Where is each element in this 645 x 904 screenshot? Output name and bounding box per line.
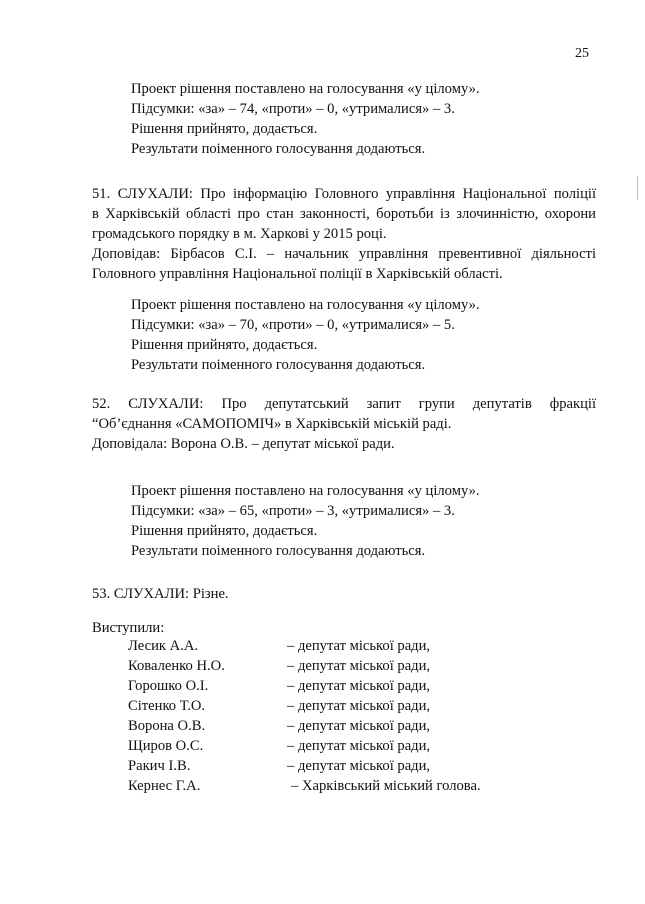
speaker-name: Лесик А.А. xyxy=(128,638,199,654)
item-51-line2: в Харківській області про стан законності, боротьби із злочинністю, охорони xyxy=(92,206,596,222)
speaker-name: Щиров О.С. xyxy=(128,738,204,754)
speaker-name: Горошко О.І. xyxy=(128,678,209,694)
item-52-reporter: Доповідала: Ворона О.В. – депутат міської ради. xyxy=(92,436,395,452)
item-52-line2: “Об’єднання «САМОПОМІЧ» в Харківській міській раді. xyxy=(92,416,452,432)
speaker-name: Сітенко Т.О. xyxy=(128,698,206,714)
speaker-name: Ворона О.В. xyxy=(128,718,206,734)
vote-intro-1: Проект рішення поставлено на голосування «у цілому». xyxy=(131,81,480,97)
page-number: 25 xyxy=(575,46,589,61)
roll-call-51: Результати поіменного голосування додаються. xyxy=(131,357,426,373)
speaker-role: – депутат міської ради, xyxy=(287,658,431,674)
speaker-name: Ракич І.В. xyxy=(128,758,191,774)
speaker-name: Кернес Г.А. xyxy=(128,778,201,794)
vote-results-1: Підсумки: «за» – 74, «проти» – 0, «утрималися» – 3. xyxy=(131,101,455,117)
item-52-heading: 52. СЛУХАЛИ: Про депутатський запит групи депутатів фракції xyxy=(92,396,596,412)
decision-52: Рішення прийнято, додається. xyxy=(131,523,318,539)
vote-intro-51: Проект рішення поставлено на голосування «у цілому». xyxy=(131,297,480,313)
speaker-role: – депутат міської ради, xyxy=(287,678,431,694)
item-53-heading: 53. СЛУХАЛИ: Різне. xyxy=(92,586,229,602)
speaker-name: Коваленко Н.О. xyxy=(128,658,225,674)
margin-mark xyxy=(637,176,638,200)
roll-call-1: Результати поіменного голосування додаються. xyxy=(131,141,426,157)
decision-1: Рішення прийнято, додається. xyxy=(131,121,318,137)
item-51-reporter: Доповідав: Бірбасов С.І. – начальник управління превентивної діяльності xyxy=(92,246,596,262)
speaker-role: – Харківський міський голова. xyxy=(291,778,481,794)
speaker-role: – депутат міської ради, xyxy=(287,718,431,734)
vote-results-51: Підсумки: «за» – 70, «проти» – 0, «утрималися» – 5. xyxy=(131,317,455,333)
vote-intro-52: Проект рішення поставлено на голосування «у цілому». xyxy=(131,483,480,499)
speaker-role: – депутат міської ради, xyxy=(287,698,431,714)
vote-results-52: Підсумки: «за» – 65, «проти» – 3, «утрималися» – 3. xyxy=(131,503,455,519)
speakers-heading: Виступили: xyxy=(92,620,165,636)
speaker-role: – депутат міської ради, xyxy=(287,738,431,754)
speaker-role: – депутат міської ради, xyxy=(287,638,431,654)
item-51-line3: громадського порядку в м. Харкові у 2015 році. xyxy=(92,226,387,242)
decision-51: Рішення прийнято, додається. xyxy=(131,337,318,353)
item-51-reporter-cont: Головного управління Національної поліції в Харківській області. xyxy=(92,266,503,282)
item-51-heading: 51. СЛУХАЛИ: Про інформацію Головного управління Національної поліції xyxy=(92,186,596,202)
roll-call-52: Результати поіменного голосування додаються. xyxy=(131,543,426,559)
speaker-role: – депутат міської ради, xyxy=(287,758,431,774)
